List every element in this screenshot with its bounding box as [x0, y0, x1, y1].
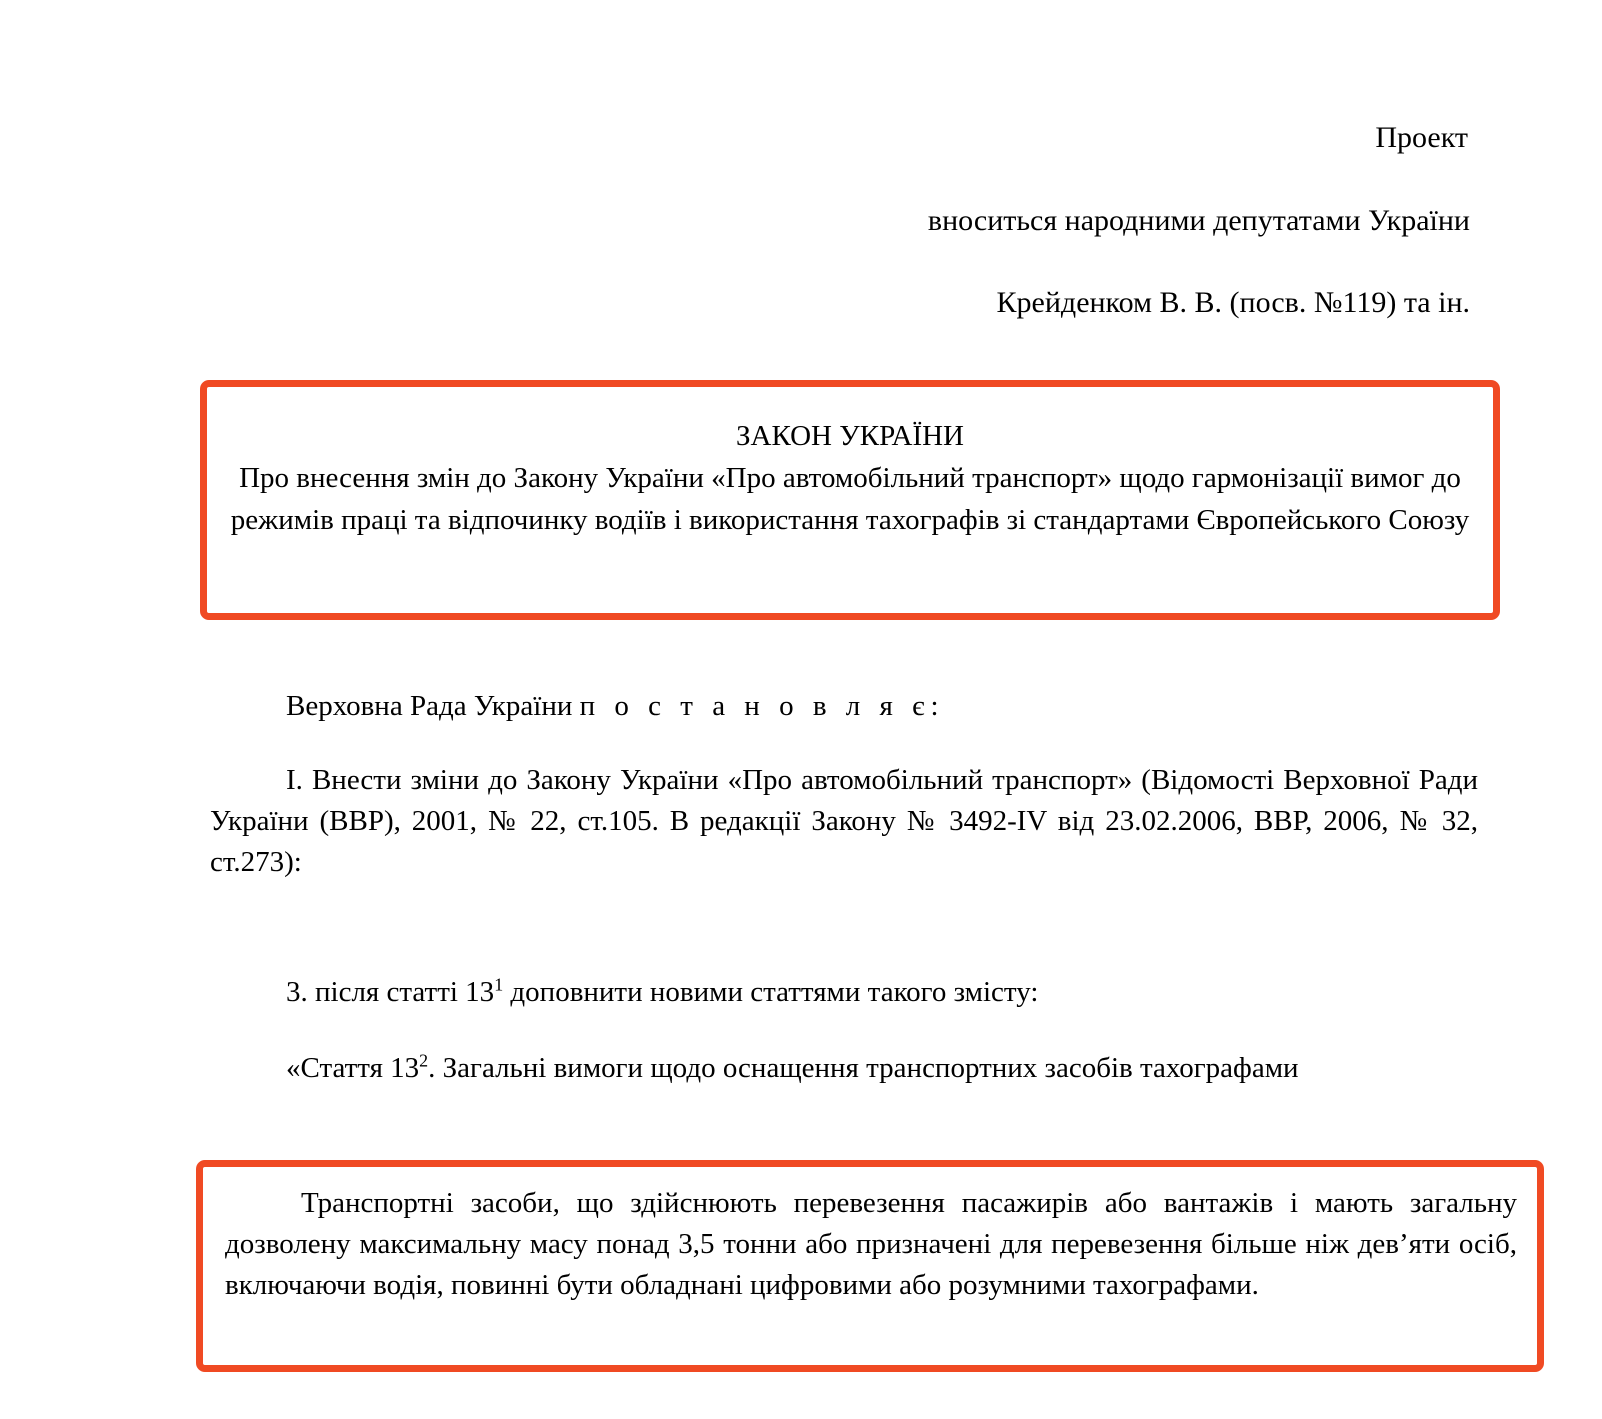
stattya-prefix: «Стаття 13 — [286, 1052, 420, 1084]
law-heading: ЗАКОН УКРАЇНИ — [735, 420, 964, 452]
law-subtitle: Про внесення змін до Закону України «Про автомобільний транспорт» щодо гармонізації вимог до режимів праці та відпочинку водіїв і використання тахографів зі стандартами Європейського Союзу — [230, 462, 1470, 536]
boxed-paragraph-text: Транспортні засоби, що здійснюють перевезення пасажирів або вантажів і мають загальну дозволену максимальну масу понад 3,5 тонни або призначені для перевезення більше ніж дев’яти осіб, включаючи водія, повинні бути обладнані цифровими або розумними тахографами. — [225, 1187, 1517, 1301]
law-title-wrapper — [207, 415, 1493, 541]
postanovlyae-prefix: Верховна Рада України — [286, 690, 580, 722]
header-line-submitted-by: вноситься народними депутатами України — [927, 203, 1470, 237]
paragraph-roman-one: I. Внести зміни до Закону України «Про автомобільний транспорт» (Відомості Верховної Ради України (ВВР), 2001, № 22, ст.105. В редакції Закону № 3492-IV від 23.02.2006, ВВР, 2006, № 32, ст.273): — [210, 764, 1478, 878]
item3-suffix: доповнити новими статтями такого змісту: — [503, 976, 1039, 1008]
stattya-suffix: . Загальні вимоги щодо оснащення транспортних засобів тахографами — [428, 1052, 1299, 1084]
item3-superscript: 1 — [494, 974, 504, 995]
highlight-box-requirements-paragraph — [196, 1160, 1544, 1372]
stattya-superscript: 2 — [419, 1050, 429, 1071]
item3-prefix: 3. після статті 13 — [286, 976, 495, 1008]
document-header — [210, 0, 1478, 324]
header-line-project: Проект — [1375, 121, 1468, 154]
header-line-author: Крейденком В. В. (посв. №119) та ін. — [996, 286, 1470, 319]
highlight-box-law-title — [200, 380, 1500, 620]
paragraph-item-3 — [210, 972, 1478, 1013]
postanovlyae-spaced-word: п о с т а н о в л я є: — [579, 690, 945, 722]
paragraph-stattya-13-2 — [210, 1048, 1478, 1089]
paragraph-postanovlyae — [210, 686, 1478, 727]
